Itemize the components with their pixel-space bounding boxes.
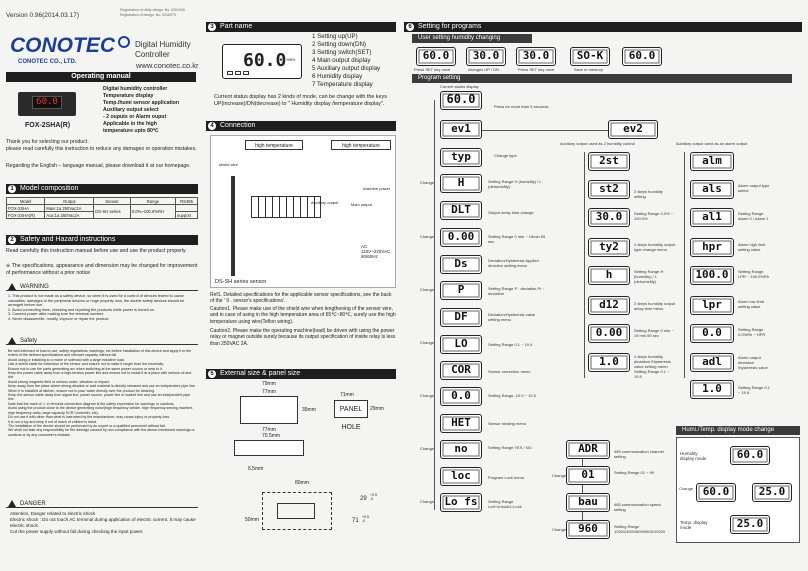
tol-1: +0.5 -0 [370,493,377,501]
high-temp-box-2: high temperature [331,140,391,150]
prog-lcd: DLT [440,201,482,220]
part-label: 3 Setting switch(SET) [312,49,372,56]
display-mode-band: Humi./Temp. display mode change [676,426,800,435]
user-note: Press SET key once [414,67,451,72]
mode-mid-lcd: 60.0 [696,483,736,502]
prog-lcd: 0.0 [440,387,482,406]
safety-item: When it is installed at kitchen, ensure not to pour water directly over the product for cleaning. [8,388,156,393]
rs485-note: Setting Range 01 ~ 99 [614,470,654,475]
table-header: Model [7,198,45,205]
warning-item: 4. Never disassemble, modify, improve or repair the product. [8,316,110,321]
rs485-note: 485 communication channel setting [614,449,664,459]
right-note: Setting Range 0.0%Rh ~ HPR [738,327,766,337]
prog-lcd: LO [440,335,482,354]
dim-70-5: 70.5mm [262,433,281,439]
right-lcd: adl [690,353,734,372]
safety-item: Be well-informed of how-to use, safety regulations, warnings, etc before installation of this device and apply it to the extent of the defined specifications and relevant capacity without fail. [8,349,192,358]
table-header: Sensor [94,198,131,205]
shield-label: shield wire [219,162,238,167]
mid-lcd: d12 [588,296,630,315]
manual-title: Operating manual [6,72,196,82]
change-label: Change [552,473,567,478]
right-note: Setting Range LPR ~ 100.0%Rh [738,269,770,279]
part-labels [312,33,380,89]
part-label: 6 Humidity display [312,73,363,80]
feature-item: - 2 ouputs or Alarm ouput [103,114,167,120]
safety-item: Keep the sensor cable away from signal line, power source, power line or loaded line and use an independent pipe line. [8,393,191,402]
danger-icon [8,500,16,507]
mid-note: Setting Range 0 min ~ 19 min 59 sec [634,328,674,338]
section-6-number: 6 [406,23,414,31]
rs485-lcd: 01 [566,466,610,485]
table-header: Output [45,198,94,205]
section-1-title: Model composition [20,185,79,192]
part-label: 5 Auxiliary output display [312,65,381,72]
right-lcd: 0.0 [690,324,734,343]
table-cell: support [176,212,198,219]
danger-title: DANGER [20,501,46,507]
regarding-text: Regarding the English – language manual, please download it at our homepage. [6,163,191,169]
mid-lcd: ty2 [588,238,630,257]
connection-diagram [210,135,396,288]
temp-mid-lcd: 25.0 [752,483,792,502]
mode-keys: Change [679,486,694,491]
section-5-title: External size & panel size [220,370,301,377]
safety-item: Do not use it with other than what is instructed by the manufacturer, may cause injury or property loss. [8,415,170,420]
safety-title: Safety [20,338,38,344]
dim-79: 79mm [262,381,276,387]
left-note: Program Lock menu [488,475,525,480]
caution2-note: Caution2. Please make the operating machine(load) be driven with using the power relay or magnet outside surely because its output specification of inside relay is less than 250VAC 2A. [210,328,396,347]
mid-lcd: st2 [588,180,630,199]
panel-hole: PANEL HOLE [334,400,368,418]
rs485-note: 485 communication speed setting [614,502,661,512]
left-note: Setting Range 0.1 ~ 19.9 [488,342,533,347]
feature-item: Digital humidity controller [103,86,168,92]
user-setting-band: User setting humidity changing [412,34,532,43]
feature-item: Applicable in the high [103,121,157,127]
thanks-text [6,139,198,153]
danger-header [6,500,198,508]
safety-item: Note that the mark of ⚠ in terminal connection diagram is the safety expression for warnings or cautions. [8,401,175,406]
rs485-lcd: 960 [566,520,610,539]
right-lcd: lpr [690,296,734,315]
left-note: Deviation/Hysteresis value setting menu [488,312,536,322]
section-2-title: Safety and Hazard instructions [20,236,116,243]
table-row [7,205,198,212]
controller-unit: %RH [286,57,296,62]
dim-80: 80mm [295,480,309,486]
dim-6-5: 6.5mm [248,466,264,472]
prog-lcd: no [440,440,482,459]
change-label: Change [420,180,435,185]
table-header: Range [130,198,175,205]
mid-lcd: 1.0 [588,353,630,372]
safety-item: Ensure not to use the parts generating arc when switching at the same power source or near to it. [8,366,164,371]
prog-lcd: typ [440,148,482,167]
change-label: Change [420,340,435,345]
company-url[interactable]: www.conotec.co.kr [136,61,199,70]
rs485-lcd: ADR [566,440,610,459]
user-lcd: 30.0 [466,47,506,66]
dim-71b: 71 [352,518,359,524]
part-label: 2 Setting down(DN) [312,41,366,48]
section-6-header [404,22,802,32]
section-5-header [206,369,396,379]
table-cell: 0.0%~100.0%RH [130,205,175,219]
safety-read: Read carefully this instruction manual before use and use the product properly. [6,248,187,254]
temp-mode-lcd: 25.0 [730,515,770,534]
change-label: Change [420,234,435,239]
feature-item: temperature upto 80℃ [103,128,159,134]
left-note: Setting Range -10.0 ~ 10.0 [488,393,536,398]
mid-flow-line [584,152,585,378]
safety-item: We shall not take any responsibility for the damage caused by non-compliance with the above-mentioned warnings or cautions or by any consumer's mistake. [8,428,195,437]
prog-lcd: loc [440,467,482,486]
change-label: Change [420,499,435,504]
safety-item: Avoid using the product close to the device generating noise(high frequency welder, high frequency sewing machine, high frequency radio, large capacity SCR Controller, etc). [8,406,194,415]
user-lcd: 60.0 [416,47,456,66]
aux-label: Auxiliary output [311,200,339,205]
danger-item: Cut the power supply without fail during checking the input power. [10,529,144,534]
mid-lcd: 30.0 [588,208,630,227]
sensor-cable [231,176,235,276]
logo-ring-icon [118,36,130,48]
dim-77: 77mm [262,389,276,395]
ev1-lcd: ev1 [440,120,482,139]
right-lcd: 100.0 [690,266,734,285]
press-5: Press for more than 5 seconds [494,104,549,109]
left-note: Output delay time change [488,210,534,215]
right-note: Setting Range Alarm 0 / Alarm 1 [738,211,769,221]
feature-item: Auxiliary output select [103,107,159,113]
left-note: Setting Range H (humidity) / L (dehumidify) [488,179,542,189]
change-label: Change [420,393,435,398]
part-note: Current status display has 2 kinds of mode, can be change with the keys UP(increase)/DN(decrease) to " Humidity display /temperature display". [214,94,387,107]
registration-2: Registration of design: No. 0316973 [120,13,176,17]
warning-list [8,294,196,322]
thanks-line-2: please read carefully this instruction to reduce any damages or operation mistakes. [6,146,197,152]
section-1-number: 1 [8,185,16,193]
warning-item: 2. Avoid connecting lines, checking and repairing the products while power is turned on. [8,307,156,312]
current-status: Current status display [440,84,479,89]
mid-note: Setting Range 0.0% ~ 100.0% [634,211,674,221]
user-note: Press SET key once [518,67,555,72]
safety-item: Use a shield cable for extension of the sensor and ensure not to make it longer than the necessity. [8,362,164,367]
mid-note: 2 steps humidity deviation /Hysteresis value setting menu [634,354,671,369]
section-2-number: 2 [8,236,16,244]
safety-item: Avoid using or installing to a motor or solenoid with a large inductive load. [8,357,125,362]
left-note: Setting Range LoH:Unlock/L:Lock [488,499,522,509]
table-header: RS485 [176,198,198,205]
user-lcd: 60.0 [622,47,662,66]
section-4-header [206,121,396,131]
feature-item: Temperature display [103,93,154,99]
section-3-title: Part name [220,23,253,30]
change-label: Change [552,527,567,532]
set-button[interactable] [243,71,249,75]
alm-note: Auxiliary output used as an alarm output [676,141,748,146]
section-4-number: 4 [208,122,216,130]
part-label: 7 Temperature display [312,81,373,88]
controller-front [222,44,302,79]
main-label: Main output [351,202,372,207]
right-lcd: als [690,180,734,199]
product-lcd: 60.0 [32,96,62,109]
table-cell: Aux:1a 250Vac2A [45,212,94,219]
mid-note: 2 steps humidity setting [634,189,663,199]
left-note: Sensor heating menu [488,421,527,426]
danger-item: Electric shock : Do not touch AC terminal during application of electric current. It may cause electric shock. [10,517,196,528]
feature-list [103,86,198,135]
danger-list [10,511,196,535]
product-image [18,92,76,116]
right-lcd: hpr [690,238,734,257]
model-name: FOX-2SHA(R) [25,122,71,129]
prog-lcd: Lo fs [440,493,482,512]
brand-logo: CONOTEC [10,34,115,57]
prog-lcd: 0.00 [440,228,482,247]
dim-29b: 29 [360,496,367,502]
right-lcd: al1 [690,208,734,227]
table-cell: FOX-2SHA(R) [7,212,45,219]
humi-mode-lcd: 60.0 [730,446,770,465]
ev2-note: Auxiliary output used as 2 humidity control [560,141,635,146]
mid-note: Setting Range H (humidity) / L (dehumidify) [634,269,664,284]
cutout-inner [277,503,315,519]
safety-item: Keep the power cable away from a high-tension power line and ensure not to install it at a place with serious oil and dirt. [8,371,192,380]
safety-header [6,337,198,345]
registration: Registration of utility design: No. 0301006 [120,8,185,12]
caution1-note: Caution1. Please make use of the shield wire when lengthening of the sensor wire, and in case of using in the high temperature area of 65℃~80℃, surely use the high temperature using wire(Teflon wiring). [210,306,396,325]
mid-range: Setting Range 0.1 ~ 19.9 [634,369,670,379]
table-cell: FOX-2SHA [7,205,45,212]
prog-lcd: COR [440,361,482,380]
table-cell: DS-SH series [94,205,131,219]
down-button[interactable] [235,71,241,75]
mid-note: 2 steps humidity output type change menu [634,242,676,252]
temp-mode-label: Temp. display mode [680,520,708,531]
feature-item: Temp./humi sensor application [103,100,179,106]
section-3-number: 3 [208,23,216,31]
right-note: Setting Range 0.1 ~ 19.9 [738,385,771,395]
tol-2: +0.5 -0 [362,515,369,523]
section-2-header [6,235,198,245]
safety-item: Avoid strong magnetic field or serious noise, vibration or impact. [8,379,110,384]
sensor-label: DS-SH series sensor [215,279,267,285]
table-cell [176,205,198,212]
front-size-drawing [240,396,298,424]
right-lcd: alm [690,152,734,171]
change-label: Change [420,446,435,451]
side-size-drawing [234,440,304,456]
warning-title: WARNING [20,284,49,290]
ev2-lcd: ev2 [608,120,658,139]
product-line-2: Controller [135,50,170,59]
safety-spec: ※ The specifications, appearance and dimension may be changed for improvement of performance without a prior notice [6,263,198,276]
danger-item: Attention, Danger related to electric shock [10,511,96,516]
section-3-header [206,22,396,32]
cutout-drawing [262,492,332,530]
company-name: CONOTEC CO., LTD. [18,59,77,65]
part-label: 4 Main output display [312,57,371,64]
dim-71: 71mm [340,392,354,398]
section-6-title: Setting for programs [418,23,482,30]
left-note: Sensor correction menu [488,369,531,374]
warning-header [6,283,198,291]
ref1-note: Ref1. Detailed specifications for the applicable sensor specifications, see the back of the ' 9 . sensor's specifications'. [210,292,392,305]
prog-lcd: DF [440,308,482,327]
product-line-1: Digital Humidity [135,40,191,49]
section-1-header [6,184,198,194]
left-note: Setting Range P : deviation Pr : deviation [488,286,544,296]
model-table [6,197,198,219]
prog-lcd: HET [440,414,482,433]
prog-lcd: Ds [440,255,482,274]
dim-35: 35mm [302,407,316,413]
right-note: Alarm output deviation /hysteresis value [738,355,768,370]
right-note: Alarm high limit setting value [738,242,766,252]
left-note: Setting Range YES / NO [488,445,532,450]
safety-icon [8,337,16,344]
dim-77b: 77mm [262,427,276,433]
mid-lcd: 0.00 [588,324,630,343]
ev-connector [482,130,608,131]
left-flow-line [434,100,435,510]
change-label: Change [420,287,435,292]
right-note: Alarm output type select [738,183,770,193]
safety-list [8,349,196,437]
section-5-number: 5 [208,370,216,378]
warning-item: 3. Connect power after making sure the terminal number. [8,312,104,317]
high-temp-box-1: high temperature [245,140,303,150]
warning-icon [8,283,16,290]
mid-lcd: 2st [588,152,630,171]
program-setting-band: Program setting [412,74,792,83]
humi-mode-label: Humidity display mode [680,451,707,462]
dim-50: 50mm [245,517,259,523]
current-lcd: 60.0 [440,91,482,110]
ac-label: AC 110V~220VAC 50/60Hz [361,244,391,259]
user-lcd: 30.0 [516,47,556,66]
left-note: Setting Range 0 min ~ 19min 59 sec [488,234,546,244]
rs485-lcd: bau [566,493,610,512]
mid-lcd: h [588,266,630,285]
safety-item: It is not a toy and keep it out of reach of children's hand. [8,419,97,424]
rs485-note: Setting Range 1200/2400/4800/9600/19200 [614,524,666,534]
part-label: 1 Setting up(UP) [312,33,358,40]
table-cell: Main:1a 250Vac2A [45,205,94,212]
left-note: Change type [494,153,517,158]
right-flow-line [684,152,685,378]
prog-lcd: P [440,281,482,300]
version: Version 0.96(2014.03.17) [6,12,79,19]
left-note: Deviation/Hysteresis Applied direction setting menu [488,258,539,268]
user-note: changes UP / DN [468,67,499,72]
user-note: Save in memory [574,67,603,72]
safety-item: Keep away from the place where strong alkaline or acid material is directly released and use an independent pipe line. [8,384,196,389]
safety-item: The installation of the device should be performed by an expert or a qualified personnel without fail. [8,423,166,428]
machine-label: machine power [363,186,391,191]
user-lcd: SO-K [570,47,610,66]
right-note: Alarm low limit setting value [738,299,764,309]
right-lcd: 1.0 [690,380,734,399]
section-4-title: Connection [220,122,256,129]
mid-note: 2 steps humidity output delay time menu [634,301,676,311]
warning-item: 1. This product is not made as a safety device, so when it is used for a control of devices feared to cause casualties, damages to the peripheral devices or huge property loss, the double safety devices should be arranged before use. [8,294,185,308]
dim-29: 29mm [370,406,384,412]
thanks-line: Thank you for selecting our product. [6,139,89,145]
up-button[interactable] [227,71,233,75]
controller-display: 60.0 [243,50,287,71]
prog-lcd: H [440,174,482,193]
